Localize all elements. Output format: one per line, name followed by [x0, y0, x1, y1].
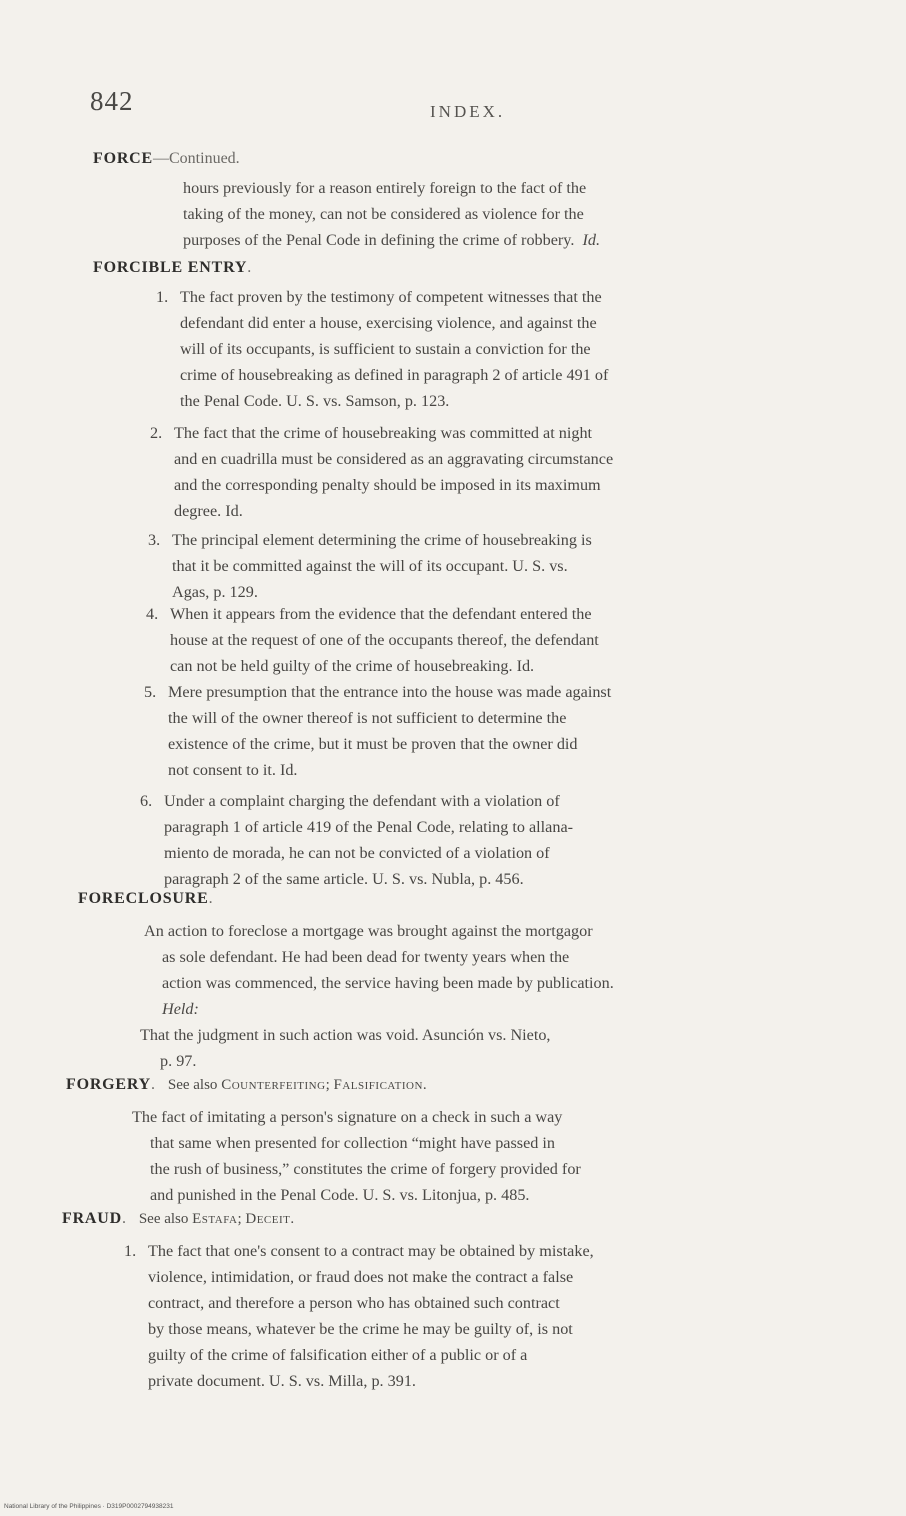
forcible-entry-item-2 [150, 420, 838, 524]
forcible-entry-item-3 [148, 527, 838, 605]
forcible-entry-item-6 [140, 788, 826, 892]
heading-fraud: FRAUD. See also Estafa; Deceit. [62, 1210, 295, 1227]
citation-id: Id. [582, 231, 601, 249]
text-line: When it appears from the evidence that the defendant entered the [170, 605, 592, 623]
text-line: crime of housebreaking as defined in paragraph 2 of article 491 of [180, 366, 609, 384]
see-also-link[interactable]: Counterfeiting [221, 1077, 326, 1093]
text-line: by those means, whatever be the crime he may be guilty of, is not [148, 1320, 573, 1338]
item-number: 2. [150, 424, 163, 442]
text-line: can not be held guilty of the crime of housebreaking. Id. [170, 657, 535, 675]
text-line: An action to foreclose a mortgage was brought against the mortgagor [144, 922, 593, 940]
text-line: The fact that one's consent to a contract may be obtained by mistake, [148, 1242, 594, 1260]
text-line: the rush of business,” constitutes the crime of forgery provided for [150, 1160, 581, 1178]
heading-foreclosure: FORECLOSURE. [78, 890, 213, 907]
text-line: The fact proven by the testimony of competent witnesses that the [180, 288, 602, 306]
text-line: and the corresponding penalty should be imposed in its maximum [174, 476, 601, 494]
text-line: contract, and therefore a person who has obtained such contract [148, 1294, 560, 1312]
scan-footer: National Library of the Philippines · D319P0002794938231 [4, 1503, 174, 1510]
text-line: Agas, p. 129. [172, 583, 258, 601]
heading-forgery: FORGERY. See also Counterfeiting; Falsification. [66, 1076, 427, 1093]
text-line: defendant did enter a house, exercising violence, and against the [180, 314, 597, 332]
continued-label: —Continued. [153, 150, 240, 167]
see-also-link[interactable]: Estafa [192, 1211, 238, 1227]
see-also-prefix: See also [138, 1211, 189, 1227]
text-line: action was commenced, the service having been made by publication. [162, 974, 614, 992]
text-line: private document. U. S. vs. Milla, p. 391. [148, 1372, 416, 1390]
text-line: Under a complaint charging the defendant with a violation of [164, 792, 560, 810]
text-line: will of its occupants, is sufficient to sustain a conviction for the [180, 340, 591, 358]
text-line: existence of the crime, but it must be proven that the owner did [168, 735, 578, 753]
text-line: and en cuadrilla must be considered as an aggravating circumstance [174, 450, 614, 468]
heading-forcible-entry-label: FORCIBLE ENTRY [93, 259, 248, 276]
item-number: 5. [144, 683, 157, 701]
text-line: paragraph 2 of the same article. U. S. vs. Nubla, p. 456. [164, 870, 524, 888]
text-line: that same when presented for collection “might have passed in [150, 1134, 556, 1152]
see-also-link[interactable]: Deceit [245, 1211, 291, 1227]
heading-force-label: FORCE [93, 150, 153, 167]
heading-forgery-label: FORGERY [66, 1076, 152, 1093]
force-paragraph [183, 175, 843, 253]
heading-foreclosure-label: FORECLOSURE [78, 890, 209, 907]
text-line: the will of the owner thereof is not sufficient to determine the [168, 709, 567, 727]
held-label: Held: [162, 1000, 199, 1018]
text-line [183, 227, 843, 253]
text-line-body: purposes of the Penal Code in defining the crime of robbery. [183, 231, 575, 249]
foreclosure-paragraph [144, 918, 824, 1022]
text-line: The fact of imitating a person's signature on a check in such a way [132, 1108, 563, 1126]
item-number: 1. [156, 288, 169, 306]
see-also-link[interactable]: Falsification [333, 1077, 423, 1093]
heading-fraud-label: FRAUD [62, 1210, 122, 1227]
forgery-paragraph [132, 1104, 814, 1208]
running-head: INDEX. [430, 102, 506, 121]
text-line: the Penal Code. U. S. vs. Samson, p. 123. [180, 392, 450, 410]
text-line: paragraph 1 of article 419 of the Penal Code, relating to allana- [164, 818, 574, 836]
text-line: guilty of the crime of falsification either of a public or of a [148, 1346, 528, 1364]
see-also-prefix: See also [167, 1077, 218, 1093]
text-line: p. 97. [160, 1052, 197, 1070]
text-line: hours previously for a reason entirely foreign to the fact of the [183, 179, 587, 197]
text-line: taking of the money, can not be considered as violence for the [183, 205, 584, 223]
text-line: and punished in the Penal Code. U. S. vs. Litonjua, p. 485. [150, 1186, 530, 1204]
item-number: 4. [146, 605, 159, 623]
text-line: as sole defendant. He had been dead for twenty years when the [162, 948, 570, 966]
forcible-entry-item-5 [144, 679, 838, 783]
item-number: 6. [140, 792, 153, 810]
text-line: violence, intimidation, or fraud does not make the contract a false [148, 1268, 574, 1286]
foreclosure-held-paragraph [140, 1022, 824, 1074]
heading-force [93, 150, 240, 168]
text-line: degree. Id. [174, 502, 243, 520]
see-also-line: See also Counterfeiting; Falsification. [167, 1077, 427, 1093]
forcible-entry-item-1 [156, 284, 840, 414]
heading-forcible-entry: FORCIBLE ENTRY. [93, 259, 252, 276]
text-line: The principal element determining the crime of housebreaking is [172, 531, 592, 549]
text-line: miento de morada, he can not be convicted of a violation of [164, 844, 550, 862]
forcible-entry-item-4 [146, 601, 838, 679]
text-line: that it be committed against the will of its occupant. U. S. vs. [172, 557, 568, 575]
text-line: The fact that the crime of housebreaking was committed at night [174, 424, 593, 442]
text-line: not consent to it. Id. [168, 761, 298, 779]
text-line: house at the request of one of the occupants thereof, the defendant [170, 631, 599, 649]
text-line: That the judgment in such action was void. Asunción vs. Nieto, [140, 1026, 551, 1044]
text-line: Mere presumption that the entrance into the house was made against [168, 683, 612, 701]
page-number: 842 [90, 86, 134, 116]
item-number: 3. [148, 531, 161, 549]
see-also-line: See also Estafa; Deceit. [138, 1211, 295, 1227]
fraud-item-1 [124, 1238, 814, 1394]
item-number: 1. [124, 1242, 137, 1260]
